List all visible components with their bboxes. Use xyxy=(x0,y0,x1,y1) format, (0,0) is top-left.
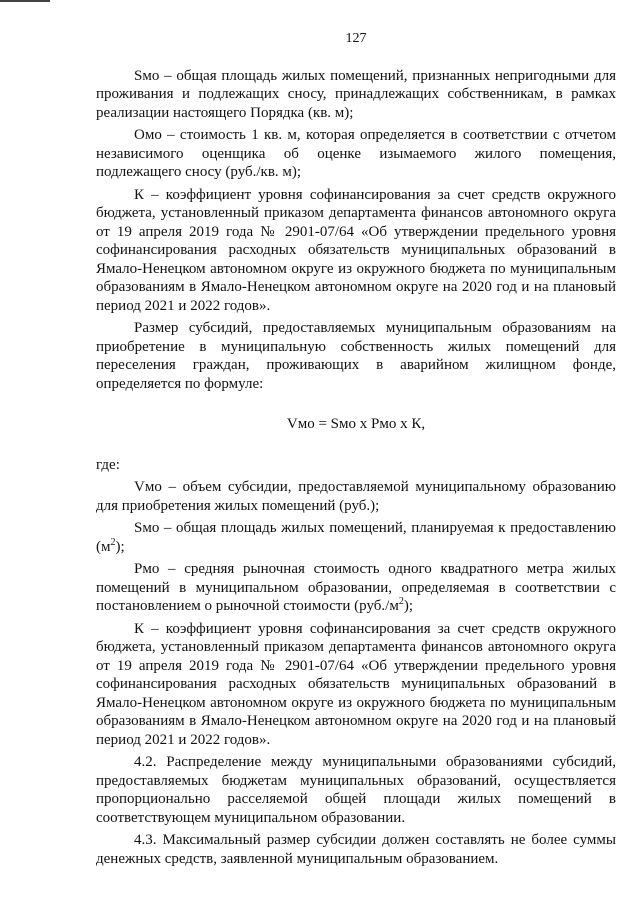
paragraph-smo: Sмо – общая площадь жилых помещений, признанных непригодными для проживания и подлежащих сносу, принадлежащих собственникам, в рамках реализации настоящего Порядка (кв. м); xyxy=(96,67,616,121)
unit-rub-close: ); xyxy=(403,598,413,614)
unit-m2: $(м^2)$; xyxy=(96,536,125,555)
section-4-3: 4.3. Максимальный размер субсидии должен составлять не более суммы денежных средств, заявленной муниципальным образованием. xyxy=(96,832,616,867)
scan-artifact-line xyxy=(0,0,50,2)
document-page xyxy=(96,30,616,872)
unit-m2-sup: 2 xyxy=(398,596,404,607)
where-label: где: xyxy=(96,456,120,473)
formula: Vмо = Sмо х Рмо х К, xyxy=(286,416,426,432)
definition-k: К – коэффициент уровня софинансирования за счет средств окружного бюджета, установленный приказом департамента финансов автономного округа от 19 апреля 2019 года № 2901-07/64 «Об утверждении предельного уровня софинансирования расходных обязательств муниципальных образований в Ямало-Ненецком автономном округе из окружного бюджета по муниципальным образованиям в Ямало-Ненецком автономном округе на 2020 год и на плановый период 2021 и 2022 годов». xyxy=(96,620,616,748)
definition-rmo-text: Рмо – средняя рыночная стоимость одного квадратного метра жилых помещений в муниципальном образовании, определяемая в соответствии с постановлением о рыночной стоимости (руб./м xyxy=(96,561,616,614)
definition-vmo: Vмо – объем субсидии, предоставляемой муниципальному образованию для приобретения жилых помещений (руб.); xyxy=(96,479,616,514)
paragraph-omo: Омо – стоимость 1 кв. м, которая определяется в соответствии с отчетом независимого оценщика об оценке изымаемого жилого помещения, подлежащего сносу (руб./кв. м); xyxy=(96,127,616,180)
paragraph-coefficient-k: К – коэффициент уровня софинансирования за счет средств окружного бюджета, установленный приказом департамента финансов автономного округа от 19 апреля 2019 года № 2901-07/64 «Об утверждении предельного уровня софинансирования расходных обязательств муниципальных образований в Ямало-Ненецком автономном округе из окружного бюджета по муниципальным образованиям в Ямало-Ненецком автономном округе на 2020 год и на плановый период 2021 и 2022 годов». xyxy=(96,186,616,314)
definition-smo xyxy=(96,519,616,556)
page-number: 127 xyxy=(345,31,367,46)
section-4-2: 4.2. Распределение между муниципальными образованиями субсидий, предоставляемых бюджетам муниципальных образований, осуществляется пропорционально расселяемой общей площади жилых помещений в соответствующем муниципальном образовании. xyxy=(96,754,616,826)
definition-smo-text: Sмо – общая площадь жилых помещений, планируемая к предоставлению xyxy=(134,520,616,536)
paragraph-subsidy-size: Размер субсидий, предоставляемых муниципальным образованиям на приобретение в муниципальную собственность жилых помещений для переселения граждан, проживающих в аварийном жилищном фонде, определяется по формуле: xyxy=(96,320,616,392)
definition-rmo xyxy=(96,560,616,616)
